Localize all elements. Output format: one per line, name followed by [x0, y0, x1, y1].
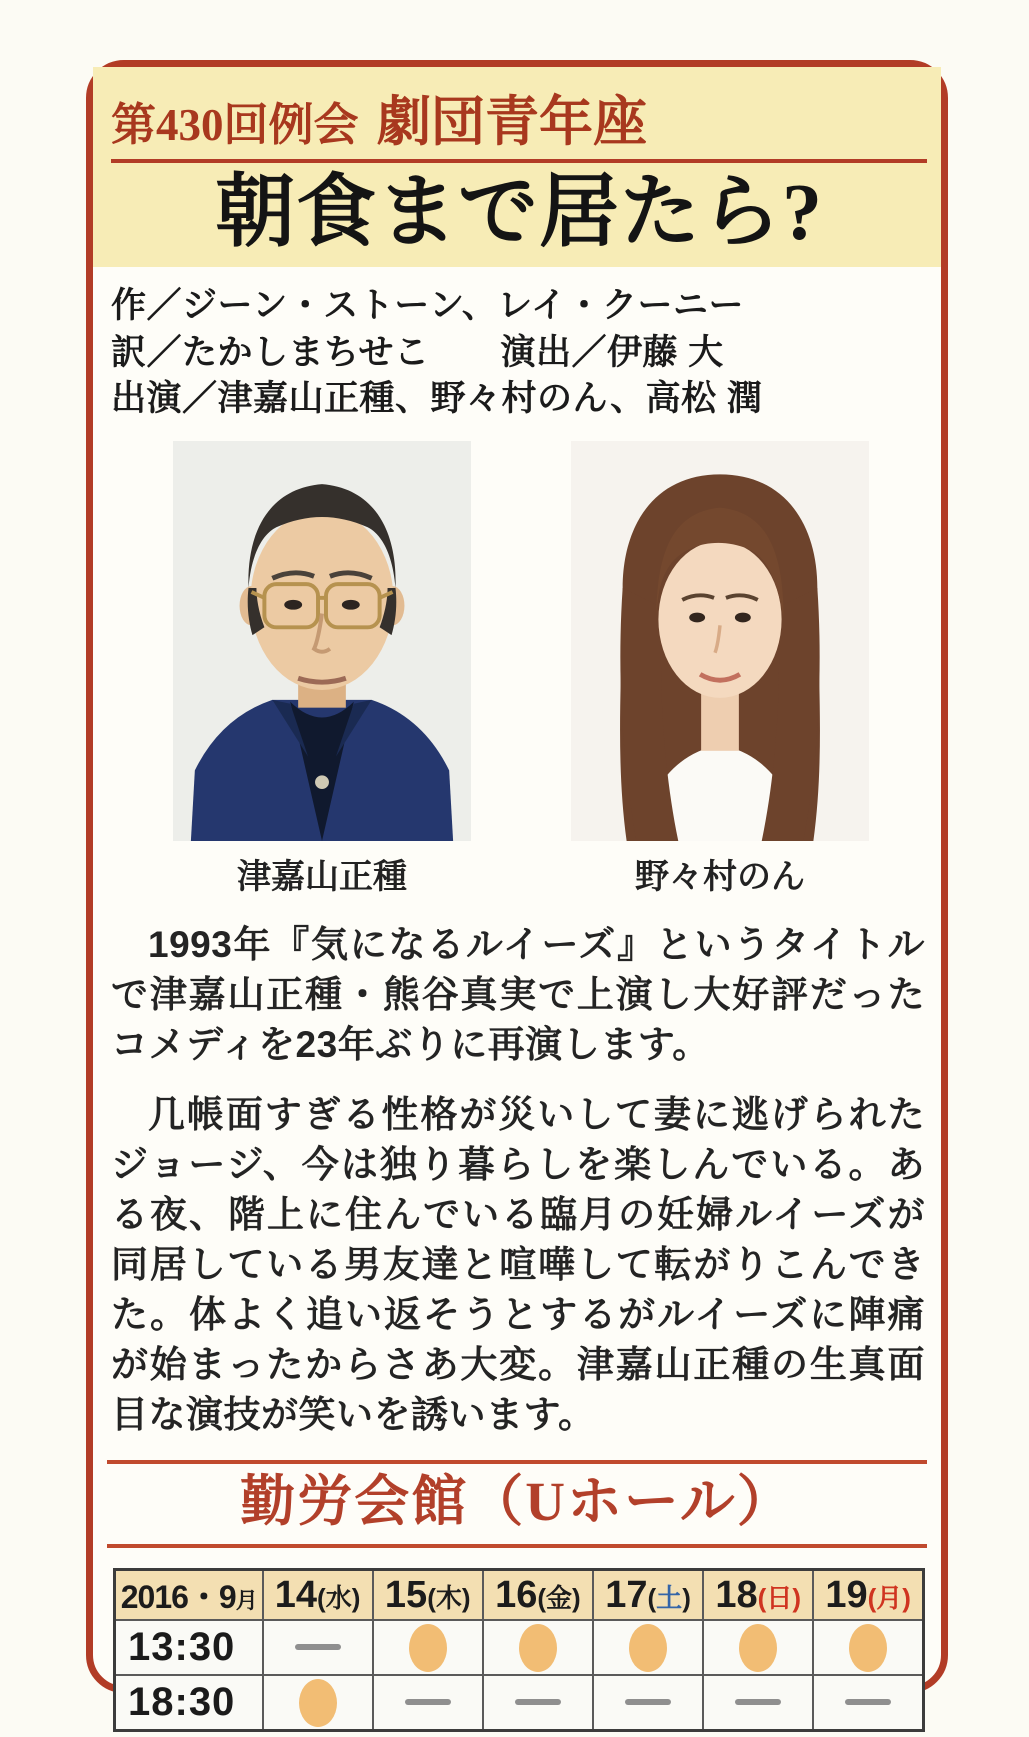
no-performance-dash: [405, 1699, 451, 1705]
credit-translation-direction: 訳／たかしまちせこ 演出／伊藤 大: [111, 332, 724, 372]
masthead-divider: [111, 159, 927, 163]
performance-dot: [519, 1624, 557, 1672]
day-number: 15: [384, 1573, 428, 1616]
actor-photo-nonomura-image: [571, 441, 869, 841]
performance-dot-cell: [483, 1620, 593, 1675]
day-weekday: (土): [647, 1582, 691, 1613]
no-performance-dash: [735, 1699, 781, 1705]
day-number: 19: [825, 1573, 868, 1616]
schedule-body: [115, 1620, 924, 1731]
actor-name-tsukayama: 津嘉山正種: [237, 857, 407, 896]
credit-cast: 出演／津嘉山正種、野々村のん、高松 潤: [111, 379, 763, 419]
schedule-day-15: [373, 1570, 483, 1621]
woman-portrait-illustration: [571, 441, 869, 841]
performance-dot-cell: [813, 1620, 923, 1675]
no-performance-dash-cell: [813, 1675, 923, 1731]
time-label: 13:30: [115, 1620, 263, 1675]
day-weekday: (日): [757, 1582, 802, 1613]
performance-dot-cell: [703, 1620, 813, 1675]
masthead-line: [111, 92, 927, 152]
actor-name-nonomura: 野々村のん: [635, 857, 805, 896]
actor-photos-row: [93, 423, 941, 898]
synopsis-paragraph-2: 几帳面すぎる性格が災いして妻に逃げられたジョージ、今は独り暮らしを楽しんでいる。ある夜、階上に住んでいる臨月の妊婦ルイーズが同居している男友達と喧嘩して転がりこんできた。体よく追い返そうとするがルイーズに陣痛が始まったからさあ大変。津嘉山正種の生真面目な演技が笑いを誘います。: [111, 1093, 925, 1435]
performance-dot-cell: [593, 1620, 703, 1675]
performance-dot-cell: [373, 1620, 483, 1675]
month-label: 2016・9: [120, 1579, 236, 1616]
day-weekday: (水): [317, 1582, 361, 1613]
actor-photo-nonomura: [571, 441, 869, 898]
schedule-day-19: [813, 1570, 923, 1621]
month-suffix: 月: [235, 1588, 257, 1614]
theater-flyer: [86, 60, 948, 1725]
synopsis-block: [93, 898, 941, 1440]
schedule-day-14: [263, 1570, 373, 1621]
day-number: 17: [605, 1573, 648, 1616]
no-performance-dash: [625, 1699, 671, 1705]
day-number: 14: [274, 1573, 318, 1616]
venue-name: 勤労会館（Uホール）: [240, 1470, 794, 1532]
credits-block: [93, 267, 941, 423]
man-portrait-illustration: [173, 441, 471, 841]
performance-dot: [409, 1624, 447, 1672]
no-performance-dash-cell: [263, 1620, 373, 1675]
schedule-day-16: [483, 1570, 593, 1621]
performance-dot-cell: [263, 1675, 373, 1731]
performance-dot: [299, 1679, 337, 1727]
masthead: [93, 67, 941, 267]
venue-band: [107, 1460, 927, 1549]
performance-dot: [739, 1624, 777, 1672]
event-number: 第430回例会: [111, 100, 359, 150]
actor-photo-tsukayama-image: [173, 441, 471, 841]
performance-dot: [629, 1624, 667, 1672]
day-number: 18: [715, 1573, 758, 1616]
no-performance-dash-cell: [483, 1675, 593, 1731]
actor-photo-tsukayama: [173, 441, 471, 898]
play-title: 朝食まで居たら?: [215, 169, 823, 257]
schedule-header-row: [115, 1570, 924, 1621]
schedule-row-1830: [115, 1675, 924, 1731]
schedule-month-cell: [115, 1570, 263, 1621]
troupe-name: 劇団青年座: [376, 92, 647, 152]
no-performance-dash-cell: [703, 1675, 813, 1731]
synopsis-paragraph-1: 1993年『気になるルイーズ』というタイトルで津嘉山正種・熊谷真実で上演し大好評だったコメディを23年ぶりに再演します。: [111, 923, 925, 1065]
schedule-day-18: [703, 1570, 813, 1621]
day-weekday: (月): [867, 1582, 911, 1613]
day-weekday: (金): [537, 1582, 581, 1613]
day-weekday: (木): [427, 1582, 471, 1613]
no-performance-dash: [515, 1699, 561, 1705]
no-performance-dash: [845, 1699, 891, 1705]
no-performance-dash-cell: [373, 1675, 483, 1731]
time-label: 18:30: [115, 1675, 263, 1731]
no-performance-dash: [295, 1644, 341, 1650]
schedule-day-17: [593, 1570, 703, 1621]
day-number: 16: [495, 1573, 538, 1616]
schedule-section: [93, 1548, 941, 1732]
credit-author: 作／ジーン・ストーン、レイ・クーニー: [111, 286, 745, 325]
no-performance-dash-cell: [593, 1675, 703, 1731]
schedule-table: [113, 1568, 925, 1732]
performance-dot: [849, 1624, 887, 1672]
schedule-row-1330: [115, 1620, 924, 1675]
